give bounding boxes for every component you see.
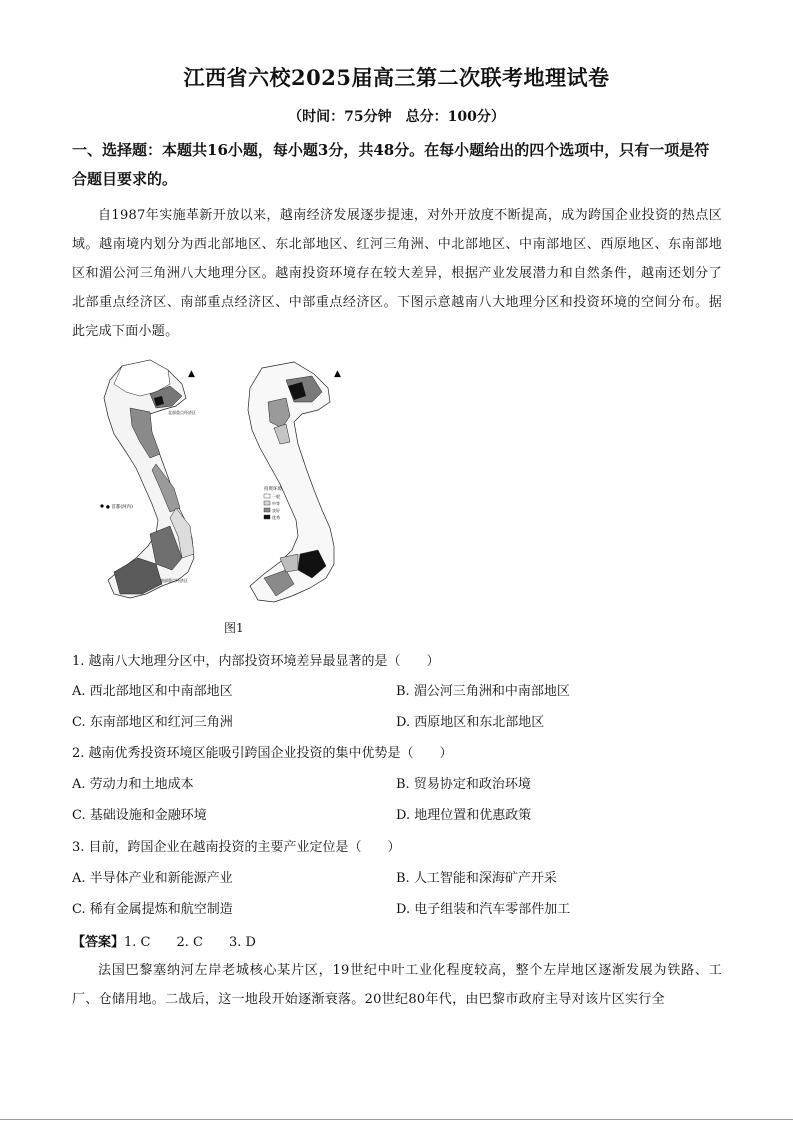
q3-option-c[interactable]: C. 稀有金属提炼和航空制造: [72, 902, 233, 917]
north-arrow-icon-2: ▲: [334, 369, 341, 379]
left-map-legend: ● 首都(河内): [106, 505, 133, 510]
left-map: [100, 360, 196, 598]
legend-item-medium: 中等: [272, 501, 280, 506]
legend-item-general: 一般: [272, 494, 280, 499]
answer-text: 1. C 2. C 3. D: [124, 935, 256, 950]
question-3-stem: 3. 目前，跨国企业在越南投资的主要产业定位是（ ）: [72, 840, 401, 855]
q1-option-d[interactable]: D. 西原地区和东北部地区: [396, 715, 545, 730]
q3-option-b[interactable]: B. 人工智能和深海矿产开采: [396, 871, 557, 886]
north-arrow-icon: ▲: [188, 369, 195, 379]
legend-item-good: 良好: [272, 508, 280, 513]
figure-caption: 图1: [224, 621, 244, 635]
exam-title: 江西省六校2025届高三第二次联考地理试卷: [183, 65, 610, 90]
passage-paris: 法国巴黎塞纳河左岸老城核心某片区，19世纪中叶工业化程度较高，整个左岸地区逐渐发展为铁路、工厂、仓储用地。二战后，这一地段开始逐渐衰落。20世纪80年代，由巴黎市政府主导对该片区实行全: [72, 963, 722, 1007]
legend-item-excellent: 优秀: [272, 515, 280, 520]
question-2-stem: 2. 越南优秀投资环境区能吸引跨国企业投资的集中优势是（ ）: [72, 746, 453, 761]
page-bottom-rule: [0, 1119, 793, 1120]
left-map-label-north: 北部重点经济区: [168, 410, 196, 415]
q2-option-a[interactable]: A. 劳动力和土地成本: [72, 777, 194, 792]
q3-option-a[interactable]: A. 半导体产业和新能源产业: [72, 871, 233, 886]
answer-line: [72, 931, 256, 950]
q1-option-a[interactable]: A. 西北部地区和中南部地区: [72, 684, 233, 699]
question-1-stem: 1. 越南八大地理分区中，内部投资环境差异最显著的是（ ）: [72, 654, 440, 669]
q2-option-c[interactable]: C. 基础设施和金融环境: [72, 808, 207, 823]
q1-option-c[interactable]: C. 东南部地区和红河三角洲: [72, 715, 233, 730]
section-heading: 一、选择题：本题共16小题，每小题3分，共48分。在每小题给出的四个选项中，只有一项是符合题目要求的。: [72, 141, 710, 188]
right-legend-title: 投资环境: [264, 487, 282, 492]
answer-label: 【答案】: [72, 935, 125, 950]
q1-option-b[interactable]: B. 湄公河三角洲和中南部地区: [396, 684, 570, 699]
passage-vietnam: 自1987年实施革新开放以来，越南经济发展逐步提速，对外开放度不断提高，成为跨国企业投资的热点区域。越南境内划分为西北部地区、东北部地区、红河三角洲、中北部地区、中南部地区、西原地区、东南部地区和湄公河三角洲八大地理分区。越南投资环境存在较大差异，根据产业发展潜力和自然条件，越南还划分了北部重点经济区、南部重点经济区、中部重点经济区。下图示意越南八大地理分区和投资环境的空间分布。据此完成下面小题。: [72, 208, 722, 339]
right-map: [248, 362, 341, 602]
q2-option-d[interactable]: D. 地理位置和优惠政策: [396, 808, 532, 823]
exam-subtitle: （时间：75分钟 总分：100分）: [288, 109, 505, 125]
vietnam-maps-figure: [90, 358, 390, 638]
q2-option-b[interactable]: B. 贸易协定和政治环境: [396, 777, 531, 792]
left-map-label-south: 南部重点经济区: [160, 578, 188, 583]
q3-option-d[interactable]: D. 电子组装和汽车零部件加工: [396, 902, 571, 917]
